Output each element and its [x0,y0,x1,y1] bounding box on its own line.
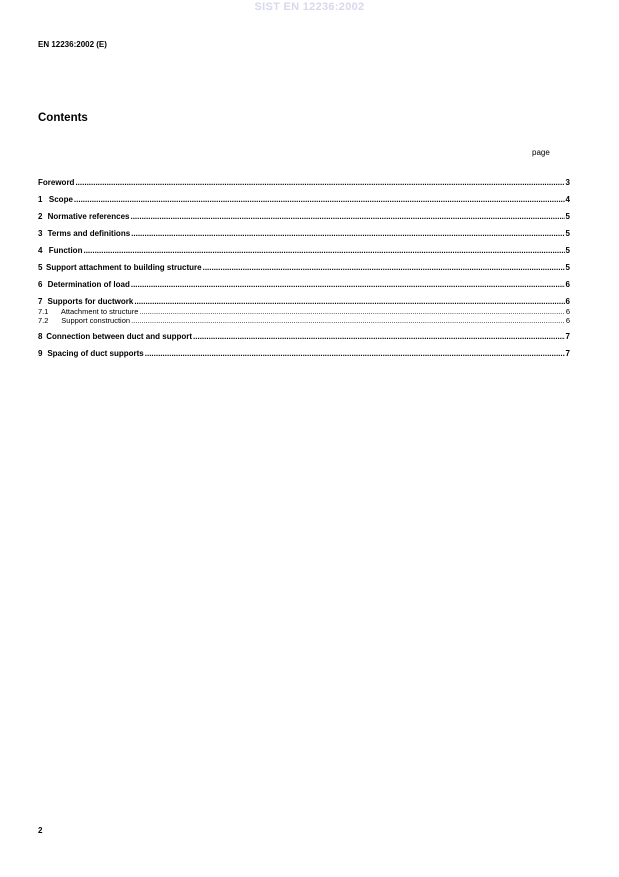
toc-entry-number: 9 [38,349,43,358]
toc-entry-page: 5 [565,229,570,238]
toc-entry-page: 7 [565,332,570,341]
contents-heading: Contents [38,112,88,124]
toc-entry-page: 6 [565,316,570,325]
toc-entry[interactable] [38,280,570,290]
toc-entry[interactable] [38,297,570,307]
toc-leader-dots [145,349,565,359]
toc-leader-dots [131,280,565,290]
toc-entry-title: Connection between duct and support [46,332,193,341]
toc-leader-dots [203,263,565,273]
toc-entry[interactable] [38,349,570,359]
toc-leader-dots [131,316,565,325]
toc-entry-title: Determination of load [47,280,130,289]
toc-entry[interactable] [38,195,570,205]
table-of-contents [38,178,570,359]
toc-entry-title: Scope [48,195,73,204]
toc-entry-page: 7 [565,349,570,358]
toc-entry-page: 3 [565,178,570,187]
toc-subentry[interactable] [38,307,570,316]
toc-leader-dots [75,178,564,188]
toc-entry-title: Function [48,246,83,255]
toc-entry-number: 2 [38,212,43,221]
toc-entry-title: Normative references [47,212,130,221]
document-id: EN 12236:2002 (E) [38,40,107,49]
toc-entry[interactable] [38,263,570,273]
toc-leader-dots [74,195,565,205]
toc-entry-title: Support attachment to building structure [46,263,202,272]
toc-entry-title: Spacing of duct supports [47,349,144,358]
toc-entry-title: Terms and definitions [47,229,131,238]
toc-entry[interactable] [38,212,570,222]
page-column-label: page [532,148,550,157]
watermark: SIST EN 12236:2002 [254,1,365,13]
toc-leader-dots [131,229,564,239]
toc-entry-number: 7.1 [38,307,49,316]
toc-entry-title: Attachment to structure [60,307,139,316]
toc-entry-page: 5 [565,212,570,221]
toc-entry[interactable] [38,178,570,188]
toc-entry-page: 4 [565,195,570,204]
toc-entry-number: 4 [38,246,43,255]
toc-entry-number: 3 [38,229,43,238]
toc-leader-dots [134,297,564,307]
toc-entry-number: 5 [38,263,43,272]
toc-entry-number: 1 [38,195,43,204]
toc-entry-title: Foreword [38,178,75,187]
toc-leader-dots [139,307,564,316]
toc-entry-page: 6 [565,297,570,306]
toc-subentry[interactable] [38,316,570,325]
toc-leader-dots [130,212,564,222]
toc-leader-dots [193,332,565,342]
toc-entry-number: 7.2 [38,316,49,325]
toc-entry-number: 7 [38,297,43,306]
toc-entry[interactable] [38,229,570,239]
toc-entry[interactable] [38,332,570,342]
toc-entry-title: Support construction [61,316,131,325]
toc-entry-page: 6 [565,307,570,316]
toc-entry-page: 5 [565,246,570,255]
toc-entry[interactable] [38,246,570,256]
page-number: 2 [38,826,43,835]
toc-entry-number: 6 [38,280,43,289]
toc-entry-title: Supports for ductwork [47,297,134,306]
toc-leader-dots [83,246,564,256]
toc-entry-page: 6 [565,280,570,289]
toc-entry-page: 5 [565,263,570,272]
toc-entry-number: 8 [38,332,43,341]
